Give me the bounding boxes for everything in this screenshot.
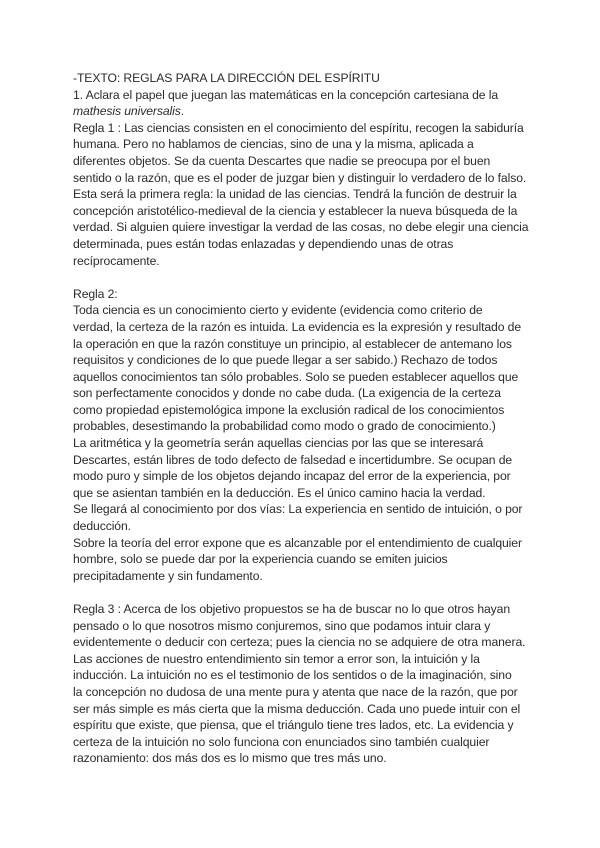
text-line: certeza de la intuición no solo funciona con enunciados sino también cualquier xyxy=(73,734,490,749)
text-line: deducción. xyxy=(73,519,131,534)
regla-2-paragraph xyxy=(73,286,543,585)
text-line: Se llegará al conocimiento por dos vías: La experiencia en sentido de intuición, o por xyxy=(73,502,523,517)
text-line: que se asientan también en la deducción. Es el único camino hacia la verdad. xyxy=(73,485,486,500)
text-line: recíprocamente. xyxy=(73,253,160,268)
text-line: verdad, la certeza de la razón es intuida. La evidencia es la expresión y resultado de xyxy=(73,319,522,334)
text-line: diferentes objetos. Se da cuenta Descartes que nadie se preocupa por el buen xyxy=(73,153,491,168)
text-line: son perfectamente conocidos y donde no cabe duda. (La exigencia de la certeza xyxy=(73,386,501,401)
text-line: precipitadamente y sin fundamento. xyxy=(73,568,263,583)
text-line: Toda ciencia es un conocimiento cierto y evidente (evidencia como criterio de xyxy=(73,303,483,318)
text-line: La aritmética y la geometría serán aquellas ciencias por las que se interesará xyxy=(73,436,484,451)
text-line: Esta será la primera regla: la unidad de las ciencias. Tendrá la función de destruir la xyxy=(73,187,517,202)
text-line: Regla 3 : Acerca de los objetivo propuestos se ha de buscar no lo que otros hayan xyxy=(73,602,511,616)
text-line: requisitos y condiciones de lo que puede llegar a ser sabido.) Rechazo de todos xyxy=(73,353,498,368)
italic-term: mathesis universalis xyxy=(73,104,181,119)
text-line: razonamiento: dos más dos es lo mismo que tres más uno. xyxy=(73,751,387,766)
text-line: la concepción no dudosa de una mente pura y atenta que nace de la razón, que por xyxy=(73,684,518,699)
regla-1-paragraph xyxy=(73,120,543,269)
text-line: Sobre la teoría del error expone que es alcanzable por el entendimiento de cualquier xyxy=(73,535,522,550)
text-line: como propiedad epistemológica impone la exclusión radical de los conocimientos xyxy=(73,402,505,417)
text-line: verdad. Si alguien quiere investigar la verdad de las cosas, no debe elegir una ciencia xyxy=(73,220,529,235)
text-line: pensado o lo que nosotros mismo conjuremos, sino que podamos intuir clara y xyxy=(73,618,491,633)
question-line: 1. Aclara el papel que juegan las matemáticas en la concepción cartesiana de la xyxy=(73,87,499,102)
text-line: Regla 2: xyxy=(73,286,118,301)
text-line: la operación en que la razón constituye un principio, al establecer de antemano los xyxy=(73,336,512,351)
text-line: inducción. La intuición no es el testimonio de los sentidos o de la imaginación, sino xyxy=(73,668,512,683)
spacer xyxy=(73,269,543,286)
text-line: concepción aristotélico-medieval de la ciencia y establecer la nueva búsqueda de la xyxy=(73,203,518,218)
spacer xyxy=(73,584,543,601)
text-line: Las acciones de nuestro entendimiento sin temor a error son, la intuición y la xyxy=(73,651,480,666)
text-line: sentido o la razón, que es el poder de juzgar bien y distinguir lo verdadero de lo falso. xyxy=(73,170,527,185)
text-line: ser más simple es más cierta que la misma deducción. Cada uno puede intuir con el xyxy=(73,701,521,716)
text-line: hombre, solo se puede dar por la experiencia cuando se emiten juicios xyxy=(73,552,448,567)
text-line: evidentemente o deducir con certeza; pues la ciencia no se adquiere de otra manera. xyxy=(73,635,526,650)
text-line: aquellos conocimientos tan sólo probables. Solo se pueden establecer aquellos que xyxy=(73,369,519,384)
document-page xyxy=(73,70,543,767)
text-line: humana. Pero no hablamos de ciencias, sino de una y la misma, aplicada a xyxy=(73,137,474,152)
text-line: probables, desestimando la probabilidad como modo o grado de conocimiento.) xyxy=(73,419,496,434)
question-line xyxy=(73,103,543,120)
text-line: espíritu que existe, que piensa, que el triángulo tiene tres lados, etc. La evidencia y xyxy=(73,718,514,733)
regla-3-paragraph xyxy=(73,601,543,767)
question-end: . xyxy=(180,104,185,119)
document-title: -TEXTO: REGLAS PARA LA DIRECCIÓN DEL ESPÍRITU xyxy=(73,71,380,85)
text-line: modo puro y simple de los objetos dejando incapaz del error de la experiencia, por xyxy=(73,469,511,484)
text-line: Regla 1 : Las ciencias consisten en el conocimiento del espíritu, recogen la sabiduría xyxy=(73,120,524,135)
text-line: Descartes, están libres de todo defecto de falsedad e incertidumbre. Se ocupan de xyxy=(73,452,513,467)
text-line: determinada, pues están todas enlazadas y dependiendo unas de otras xyxy=(73,236,454,251)
